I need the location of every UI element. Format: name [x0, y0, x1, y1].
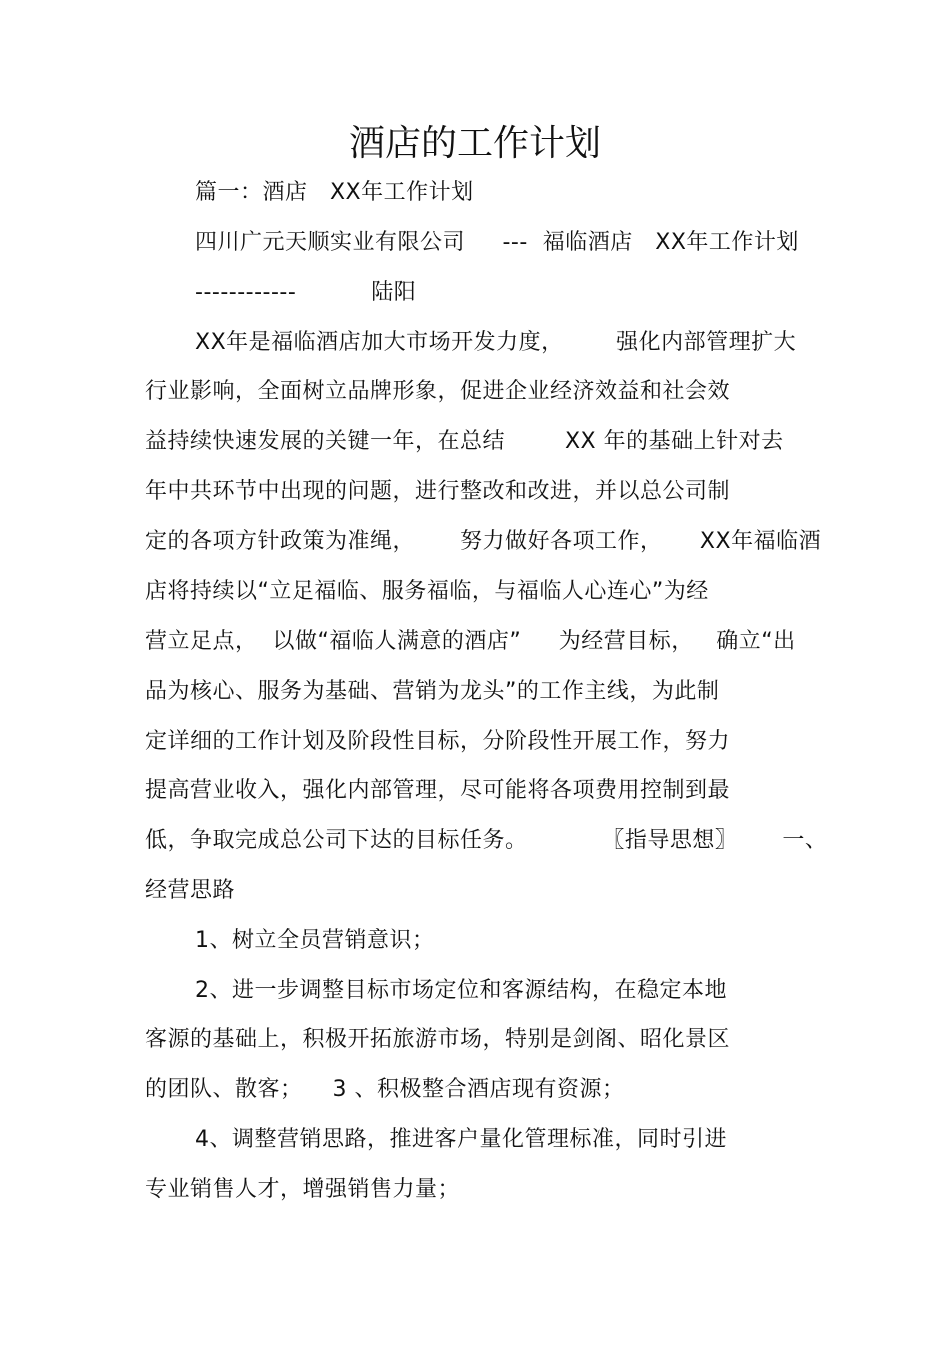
- paragraph-line: 品为核心、服务为基础、营销为龙头”的工作主线，为此制: [145, 679, 720, 704]
- document-title: 酒店的工作计划: [348, 123, 601, 164]
- paragraph-line: 提高营业收入，强化内部管理，尽可能将各项费用控制到最: [145, 778, 731, 803]
- paragraph-line: 定详细的工作计划及阶段性目标，分阶段性开展工作，努力: [145, 729, 731, 754]
- list-item: 2、进一步调整目标市场定位和客源结构，在稳定本地: [195, 978, 727, 1003]
- paragraph-line: 篇一：酒店 XX年工作计划: [195, 180, 474, 205]
- paragraph-line: 店将持续以“立足福临、服务福临，与福临人心连心”为经: [145, 579, 709, 604]
- paragraph-line: ------------ 陆阳: [195, 280, 417, 305]
- paragraph-line: XX年是福临酒店加大市场开发力度， 强化内部管理扩大: [195, 330, 797, 355]
- paragraph-line: 专业销售人才，增强销售力量；: [145, 1177, 461, 1202]
- list-item: 1、树立全员营销意识；: [195, 928, 435, 953]
- paragraph-line: 四川广元天顺实业有限公司 --- 福临酒店 XX年工作计划: [195, 230, 799, 255]
- paragraph-line: 客源的基础上，积极开拓旅游市场，特别是剑阁、昭化景区: [145, 1027, 731, 1052]
- paragraph-line: 年中共环节中出现的问题，进行整改和改进，并以总公司制: [145, 479, 731, 504]
- paragraph-line: 经营思路: [145, 878, 236, 903]
- paragraph-line: 行业影响，全面树立品牌形象，促进企业经济效益和社会效: [145, 379, 731, 404]
- paragraph-line: 营立足点， 以做“福临人满意的酒店” 为经营目标， 确立“出: [145, 629, 796, 654]
- paragraph-line: 低，争取完成总公司下达的目标任务。 〖指导思想〗 一、: [145, 828, 828, 853]
- paragraph-line: 益持续快速发展的关键一年，在总结 XX 年的基础上针对去: [145, 429, 784, 454]
- list-item: 4、调整营销思路，推进客户量化管理标准，同时引进: [195, 1127, 727, 1152]
- paragraph-line: 定的各项方针政策为准绳， 努力做好各项工作， XX年福临酒: [145, 529, 822, 554]
- paragraph-line: 的团队、散客； 3 、积极整合酒店现有资源；: [145, 1077, 625, 1102]
